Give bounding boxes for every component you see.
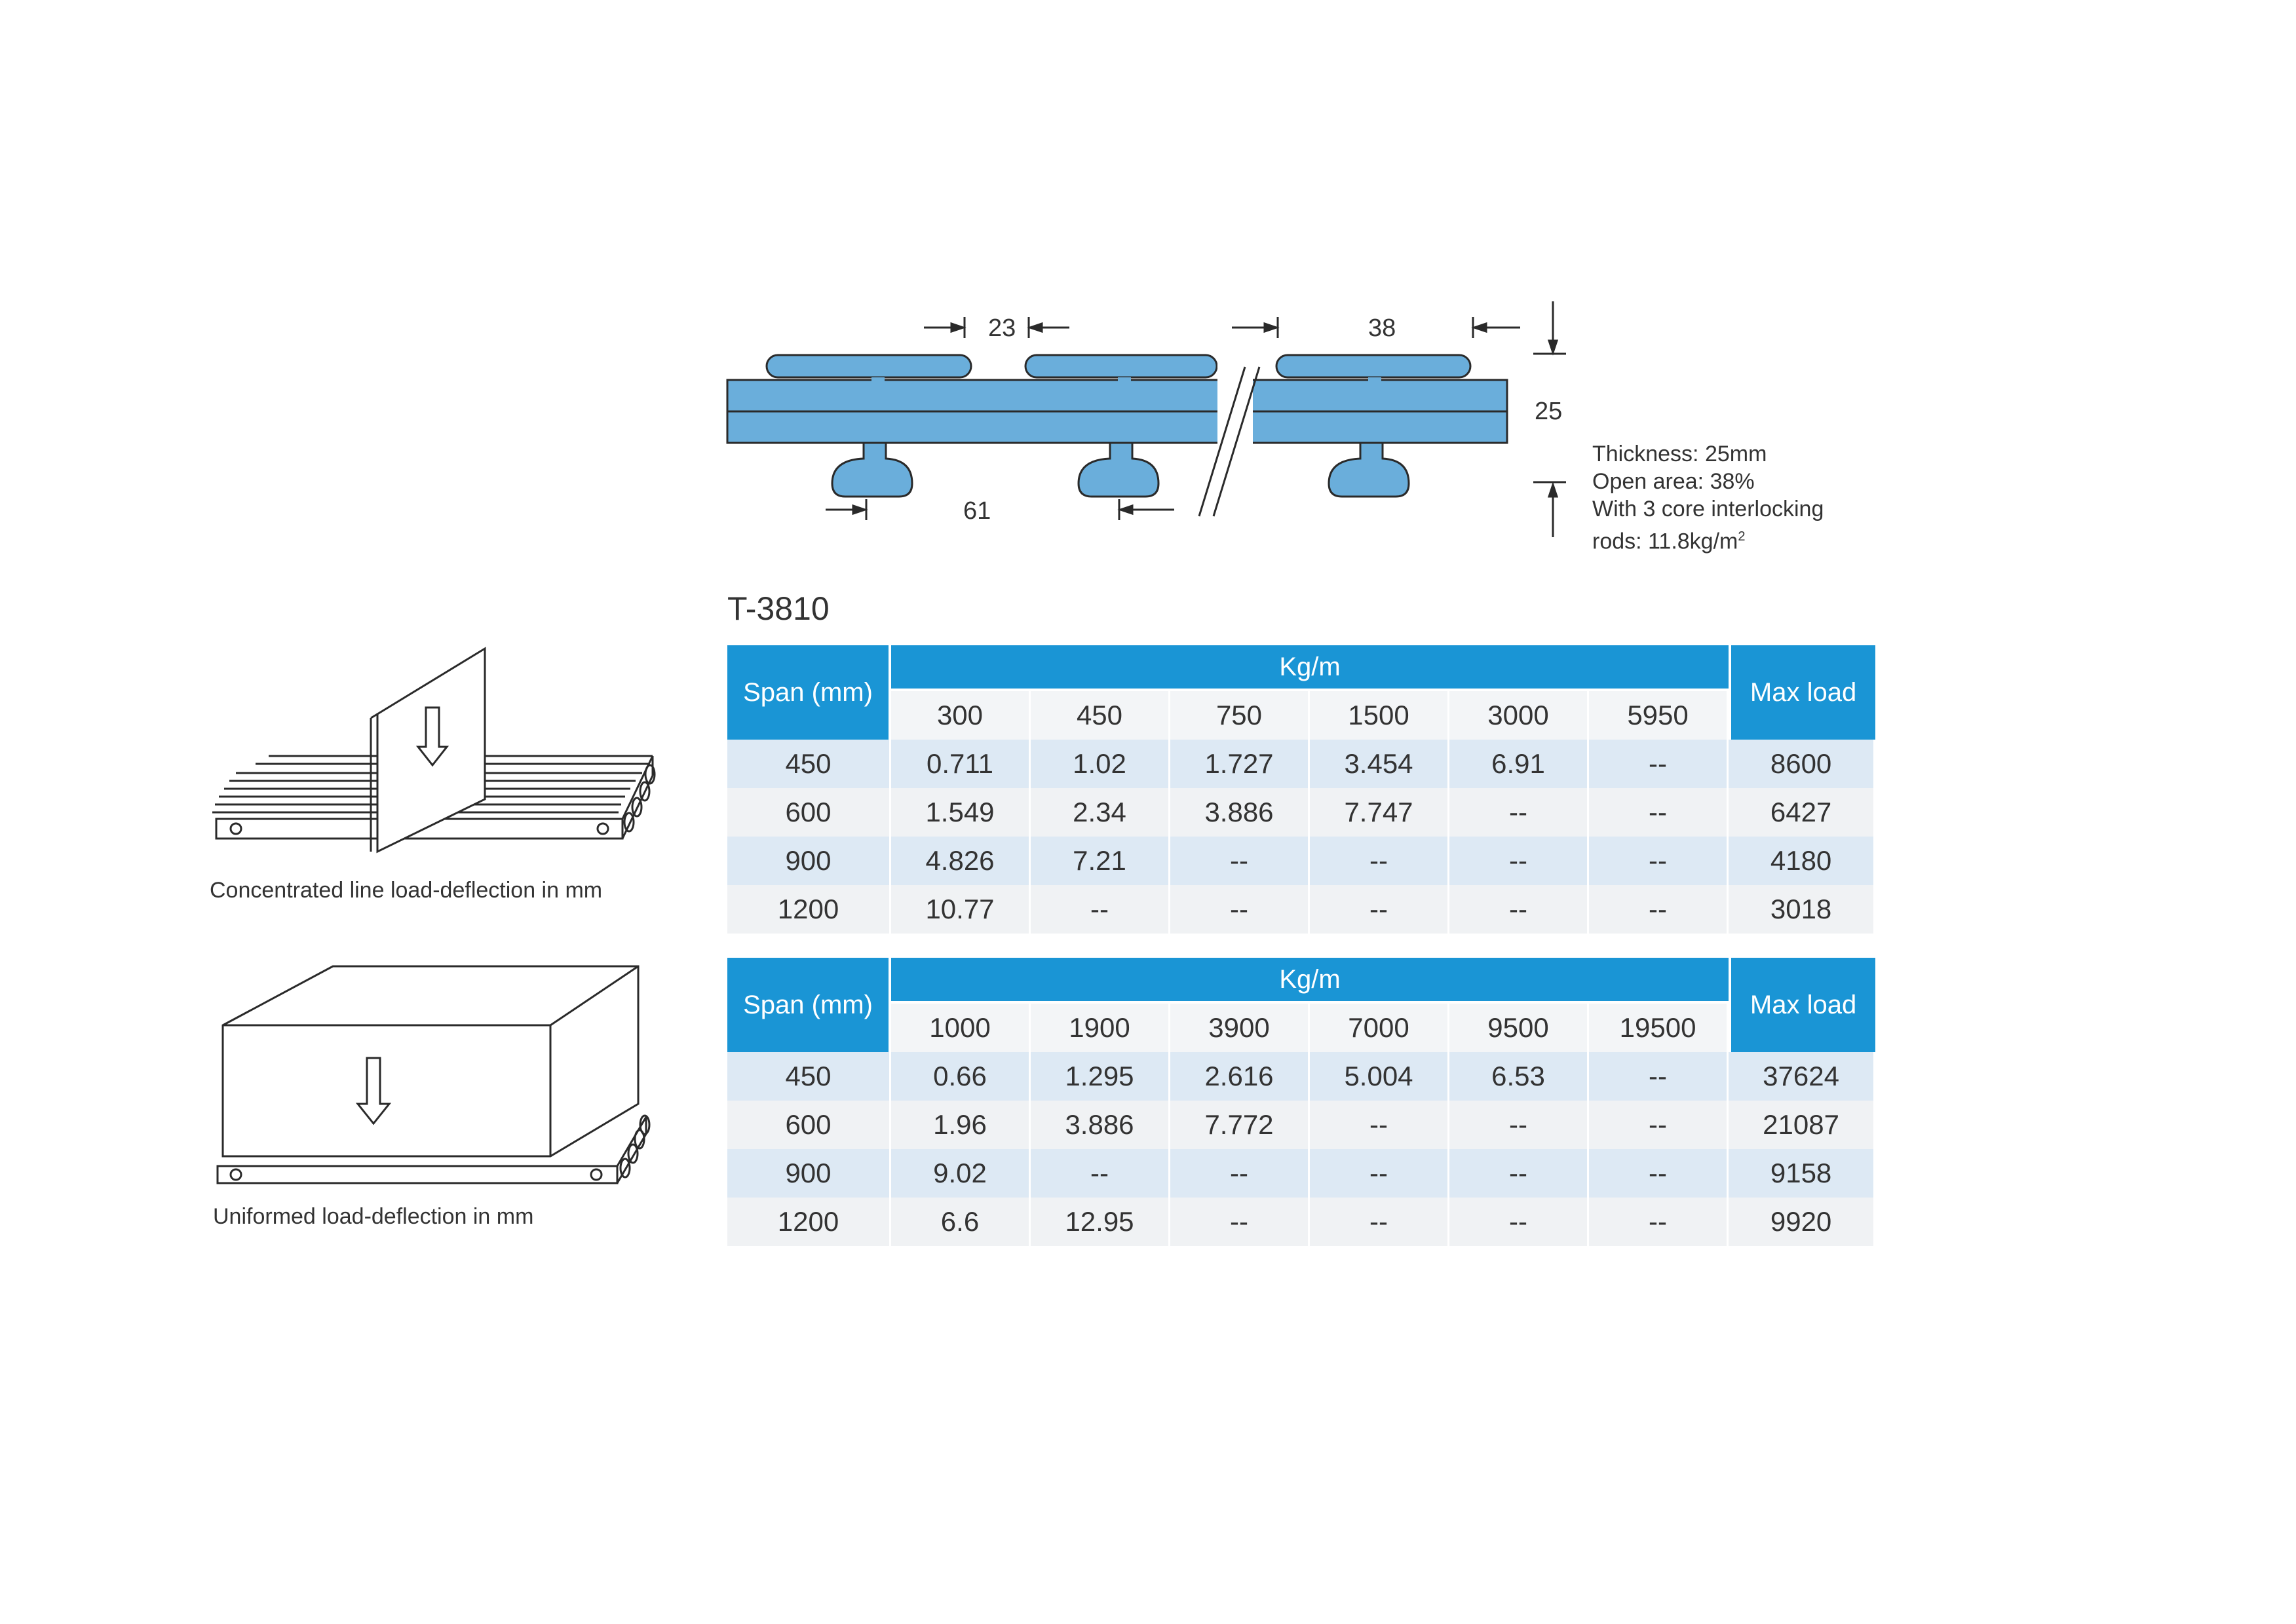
dimension-gap-label: 38 — [1368, 314, 1396, 342]
value-cell: 0.66 — [891, 1052, 1031, 1101]
span-header: Span (mm) — [727, 645, 891, 740]
value-cell: -- — [1170, 1149, 1310, 1198]
span-cell: 450 — [727, 1052, 891, 1101]
value-cell: 1.96 — [891, 1101, 1031, 1149]
value-cell: -- — [1170, 885, 1310, 934]
max-load-cell: 21087 — [1729, 1101, 1875, 1149]
value-cell: 6.53 — [1449, 1052, 1589, 1101]
value-cell: 7.772 — [1170, 1101, 1310, 1149]
value-cell: -- — [1170, 837, 1310, 885]
value-cell: -- — [1449, 1198, 1589, 1246]
spec-rods-2: rods: $11.8kg/m^2$ — [1592, 529, 1746, 554]
max-load-header: Max load — [1729, 645, 1875, 740]
load-column-header: 3000 — [1449, 691, 1589, 740]
value-cell: -- — [1589, 885, 1729, 934]
table-row — [727, 885, 1875, 934]
table-row — [727, 788, 1875, 837]
load-column-header: 5950 — [1589, 691, 1729, 740]
bottom-rib — [1329, 443, 1409, 497]
value-cell: -- — [1449, 885, 1589, 934]
spec-thickness: Thickness: 25mm — [1592, 442, 1767, 466]
value-cell: 4.826 — [891, 837, 1031, 885]
uniform-load-table — [727, 958, 1875, 1246]
value-cell: -- — [1589, 1101, 1729, 1149]
load-column-header: 7000 — [1310, 1004, 1449, 1052]
load-column-header: 9500 — [1449, 1004, 1589, 1052]
value-cell: 1.295 — [1031, 1052, 1170, 1101]
max-load-cell: 9158 — [1729, 1149, 1875, 1198]
value-cell: 7.747 — [1310, 788, 1449, 837]
max-load-cell: 6427 — [1729, 788, 1875, 837]
load-column-header: 3900 — [1170, 1004, 1310, 1052]
value-cell: 7.21 — [1031, 837, 1170, 885]
spec-open-area: Open area: 38% — [1592, 469, 1755, 494]
value-cell: -- — [1449, 1101, 1589, 1149]
uniform-load-illustration — [210, 960, 668, 1196]
max-load-cell: 3018 — [1729, 885, 1875, 934]
dimension-height-label: 25 — [1535, 398, 1563, 425]
spec-rods-1: With 3 core interlocking — [1592, 497, 1824, 521]
value-cell: -- — [1589, 740, 1729, 788]
value-cell: -- — [1170, 1198, 1310, 1246]
span-cell: 900 — [727, 837, 891, 885]
dimension-pitch-label: 23 — [988, 314, 1016, 342]
span-cell: 1200 — [727, 1198, 891, 1246]
value-cell: 2.616 — [1170, 1052, 1310, 1101]
value-cell: -- — [1310, 1149, 1449, 1198]
table-row — [727, 1198, 1875, 1246]
value-cell: -- — [1310, 885, 1449, 934]
max-load-header: Max load — [1729, 958, 1875, 1052]
value-cell: -- — [1449, 837, 1589, 885]
bottom-rib — [832, 443, 912, 497]
table-row — [727, 1149, 1875, 1198]
span-cell: 600 — [727, 1101, 891, 1149]
value-cell: -- — [1589, 837, 1729, 885]
top-rib — [1276, 355, 1470, 377]
value-cell: 6.91 — [1449, 740, 1589, 788]
unit-header: Kg/m — [891, 958, 1729, 1004]
value-cell: 0.711 — [891, 740, 1031, 788]
value-cell: -- — [1589, 1198, 1729, 1246]
max-load-cell: 9920 — [1729, 1198, 1875, 1246]
load-column-header: 1900 — [1031, 1004, 1170, 1052]
value-cell: 1.02 — [1031, 740, 1170, 788]
bottom-rib — [1079, 443, 1158, 497]
load-column-header: 1000 — [891, 1004, 1031, 1052]
span-cell: 450 — [727, 740, 891, 788]
max-load-cell: 37624 — [1729, 1052, 1875, 1101]
value-cell: 10.77 — [891, 885, 1031, 934]
line-load-table — [727, 645, 1875, 934]
uniform-load-caption: Uniformed load-deflection in mm — [213, 1204, 534, 1229]
value-cell: -- — [1589, 1149, 1729, 1198]
value-cell: -- — [1589, 1052, 1729, 1101]
span-header: Span (mm) — [727, 958, 891, 1052]
top-rib — [1025, 355, 1217, 377]
value-cell: 3.886 — [1170, 788, 1310, 837]
table-row — [727, 740, 1875, 788]
value-cell: 9.02 — [891, 1149, 1031, 1198]
line-load-caption: Concentrated line load-deflection in mm — [210, 878, 603, 903]
top-rib — [767, 355, 971, 377]
table-row — [727, 1052, 1875, 1101]
span-cell: 1200 — [727, 885, 891, 934]
load-column-header: 750 — [1170, 691, 1310, 740]
value-cell: -- — [1310, 837, 1449, 885]
spec-block — [1592, 440, 1907, 555]
value-cell: -- — [1310, 1198, 1449, 1246]
value-cell: -- — [1449, 1149, 1589, 1198]
line-load-illustration — [210, 635, 668, 871]
value-cell: -- — [1589, 788, 1729, 837]
max-load-cell: 8600 — [1729, 740, 1875, 788]
profile-diagram — [714, 288, 1599, 563]
span-cell: 900 — [727, 1149, 891, 1198]
value-cell: 6.6 — [891, 1198, 1031, 1246]
dimension-width-label: 61 — [963, 497, 991, 525]
value-cell: -- — [1031, 1149, 1170, 1198]
value-cell: 2.34 — [1031, 788, 1170, 837]
load-column-header: 300 — [891, 691, 1031, 740]
value-cell: 5.004 — [1310, 1052, 1449, 1101]
value-cell: 3.886 — [1031, 1101, 1170, 1149]
load-column-header: 19500 — [1589, 1004, 1729, 1052]
value-cell: 1.549 — [891, 788, 1031, 837]
value-cell: 12.95 — [1031, 1198, 1170, 1246]
table-row — [727, 1101, 1875, 1149]
model-title: T-3810 — [727, 590, 830, 627]
unit-header: Kg/m — [891, 645, 1729, 691]
span-cell: 600 — [727, 788, 891, 837]
load-column-header: 450 — [1031, 691, 1170, 740]
value-cell: -- — [1031, 885, 1170, 934]
value-cell: 3.454 — [1310, 740, 1449, 788]
value-cell: -- — [1310, 1101, 1449, 1149]
table-row — [727, 837, 1875, 885]
max-load-cell: 4180 — [1729, 837, 1875, 885]
load-column-header: 1500 — [1310, 691, 1449, 740]
value-cell: -- — [1449, 788, 1589, 837]
value-cell: 1.727 — [1170, 740, 1310, 788]
